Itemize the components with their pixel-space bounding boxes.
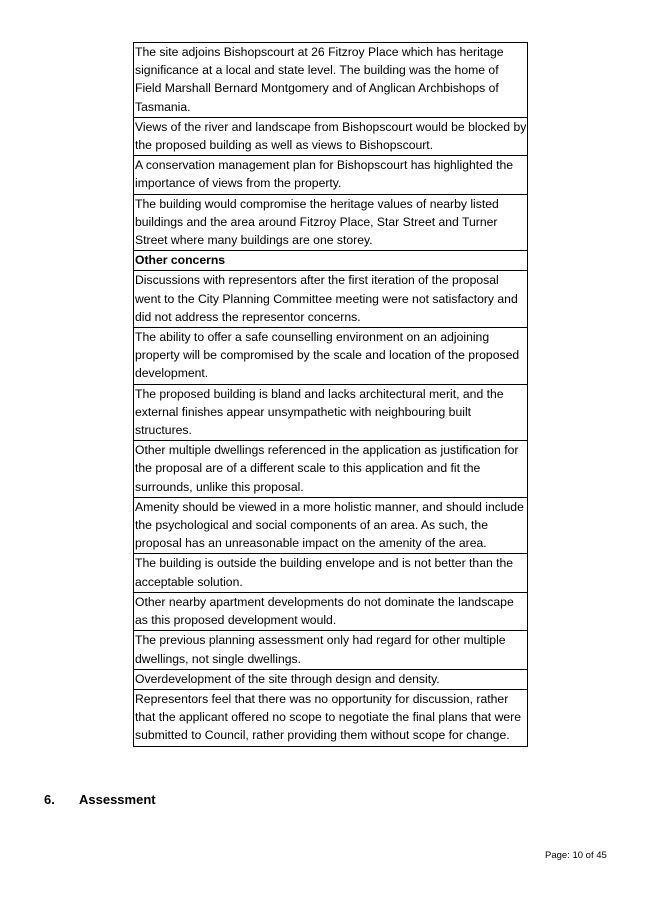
page-number: Page: 10 of 45	[545, 850, 607, 861]
table-row	[134, 441, 528, 498]
table-cell: Views of the river and landscape from Bishopscourt would be blocked by the proposed building as well as views to Bishopscourt.	[134, 117, 528, 155]
table-row	[134, 384, 528, 441]
table-row	[134, 592, 528, 630]
table-row	[134, 271, 528, 328]
table-row	[134, 554, 528, 592]
table-row	[134, 631, 528, 669]
table-row	[134, 497, 528, 554]
table-cell: Representors feel that there was no opportunity for discussion, rather that the applicant offered no scope to negotiate the final plans that were submitted to Council, rather providing them without scope for change.	[134, 689, 528, 746]
table-cell: The previous planning assessment only had regard for other multiple dwellings, not single dwellings.	[134, 631, 528, 669]
table-cell: Discussions with representors after the first iteration of the proposal went to the City Planning Committee meeting were not satisfactory and did not address the representor concerns.	[134, 271, 528, 328]
table-row	[134, 156, 528, 194]
table-cell: The proposed building is bland and lacks architectural merit, and the external finishes appear unsympathetic with neighbouring built structures.	[134, 384, 528, 441]
table-row	[134, 328, 528, 385]
table-cell: Amenity should be viewed in a more holistic manner, and should include the psychological and social components of an area. As such, the proposal has an unreasonable impact on the amenity of the area.	[134, 497, 528, 554]
table-row	[134, 117, 528, 155]
table-cell: The building would compromise the heritage values of nearby listed buildings and the area around Fitzroy Place, Star Street and Turner Street where many buildings are one storey.	[134, 194, 528, 251]
table-row	[134, 43, 528, 118]
table-cell: Other nearby apartment developments do not dominate the landscape as this proposed development would.	[134, 592, 528, 630]
table-subheading: Other concerns	[134, 251, 528, 271]
section-title: Assessment	[79, 792, 156, 807]
table-row	[134, 194, 528, 251]
representor-concerns-table	[133, 42, 528, 747]
table-cell: Other multiple dwellings referenced in the application as justification for the proposal are of a different scale to this application and fit the surrounds, unlike this proposal.	[134, 441, 528, 498]
table-subheading-row	[134, 251, 528, 271]
table-cell: The building is outside the building envelope and is not better than the acceptable solution.	[134, 554, 528, 592]
table-cell: A conservation management plan for Bishopscourt has highlighted the importance of views from the property.	[134, 156, 528, 194]
table-cell: Overdevelopment of the site through design and density.	[134, 669, 528, 689]
section-heading	[44, 791, 156, 809]
table-row	[134, 689, 528, 746]
table-row	[134, 669, 528, 689]
table-cell: The ability to offer a safe counselling environment on an adjoining property will be compromised by the scale and location of the proposed development.	[134, 328, 528, 385]
section-number: 6.	[44, 792, 55, 807]
table-cell: The site adjoins Bishopscourt at 26 Fitzroy Place which has heritage significance at a local and state level. The building was the home of Field Marshall Bernard Montgomery and of Anglican Archbishops of Tasmania.	[134, 43, 528, 118]
